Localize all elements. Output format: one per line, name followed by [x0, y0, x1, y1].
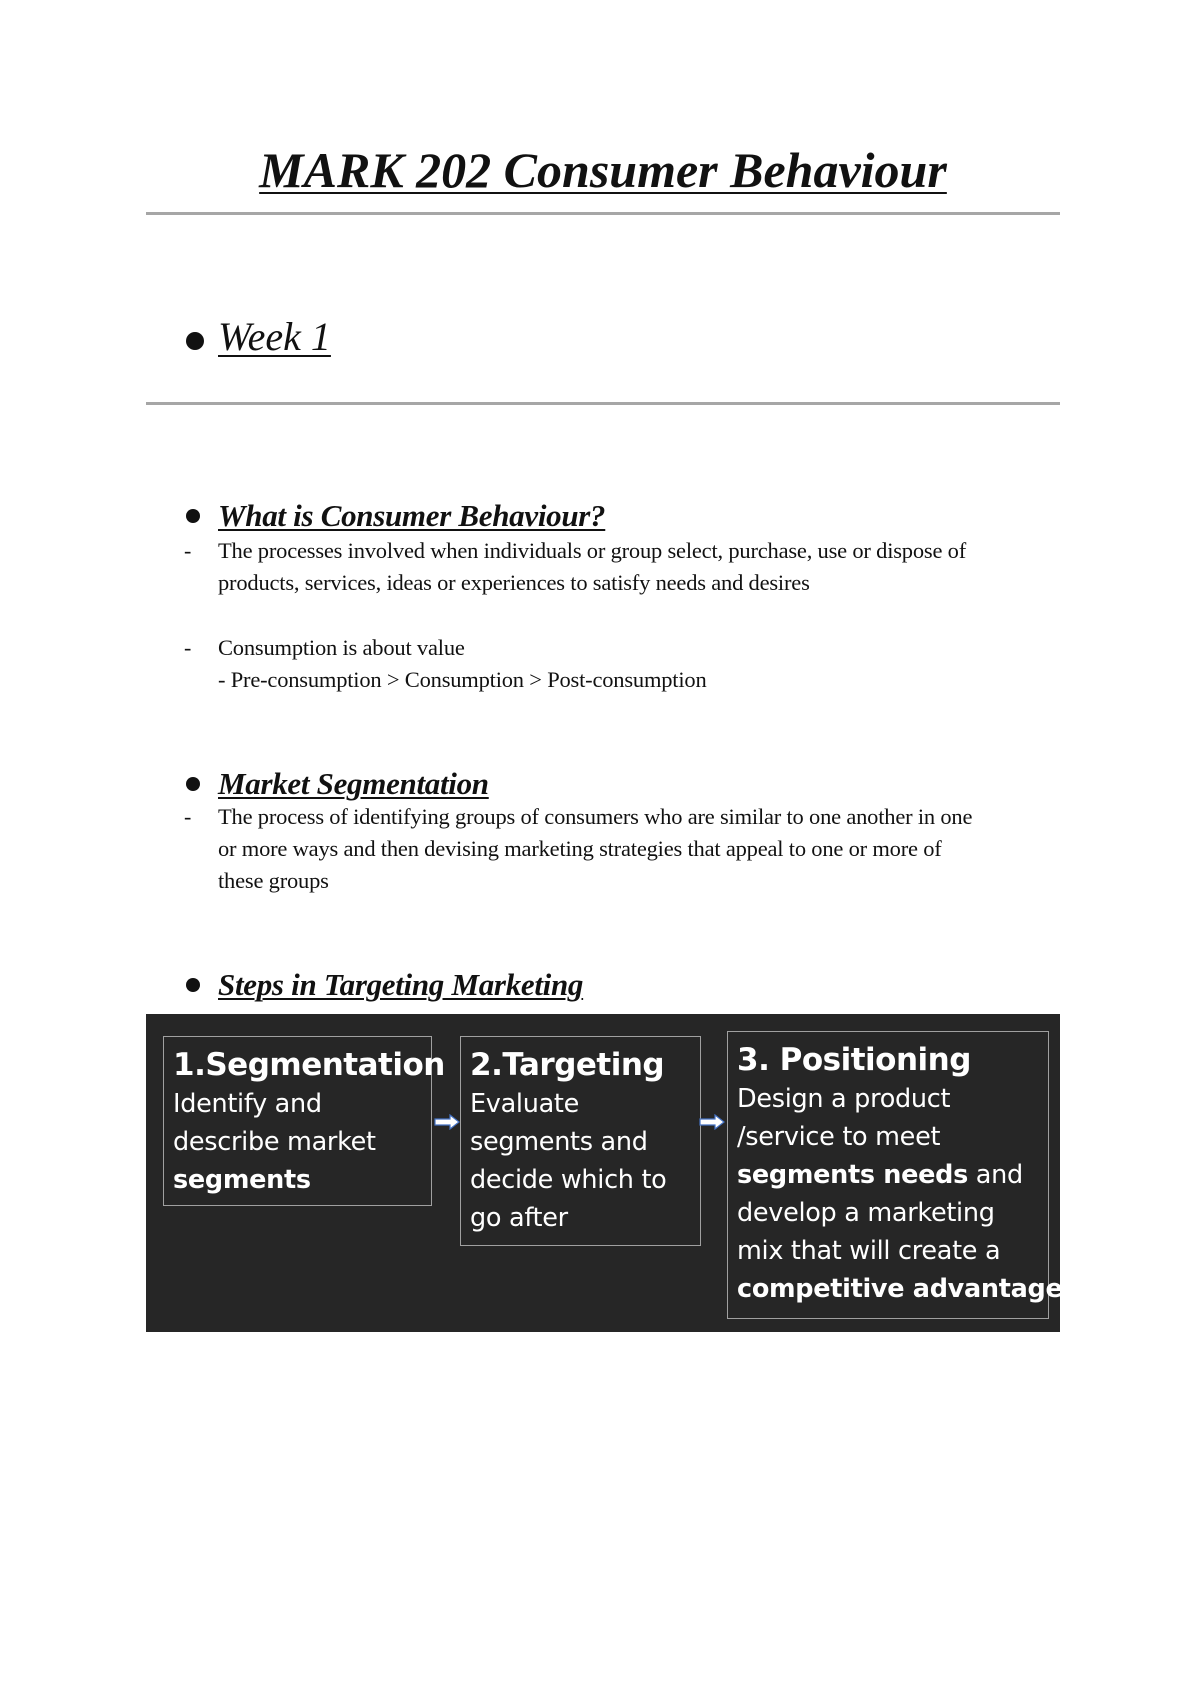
- segmentation-paragraph: The process of identifying groups of consumers who are similar to one another in one or more ways and then devising marketing strategies that appeal to one or more of these groups: [218, 804, 973, 893]
- step-description: Design a product /service to meet segments needs and develop a marketing mix that will create a competitive advantage: [737, 1084, 1063, 1304]
- arrow-right-icon: [699, 1114, 725, 1130]
- consumption-paragraph: Consumption is about value - Pre-consumption > Consumption > Post-consumption: [218, 635, 707, 692]
- step-description: Evaluate segments and decide which to go after: [470, 1089, 667, 1233]
- week-divider: [146, 402, 1060, 405]
- arrow-right-icon: [434, 1114, 460, 1130]
- bullet-icon: [186, 332, 204, 350]
- dash-marker: -: [184, 804, 192, 829]
- step-segmentation: [163, 1036, 445, 1206]
- targeting-steps-diagram: [146, 1014, 1063, 1332]
- step-title: 3. Positioning: [737, 1042, 971, 1078]
- step-title: 1.Segmentation: [173, 1047, 445, 1083]
- step-description: Identify and describe market segments: [173, 1089, 376, 1195]
- bullet-icon: [186, 509, 200, 523]
- bullet-icon: [186, 777, 200, 791]
- step-title: 2.Targeting: [470, 1047, 665, 1083]
- title-divider: [146, 212, 1060, 215]
- section-heading-targeting-steps: Steps in Targeting Marketing: [218, 967, 584, 1002]
- week-heading: Week 1: [218, 314, 331, 359]
- dash-marker: -: [184, 538, 192, 563]
- step-positioning: [727, 1031, 1063, 1319]
- document-title: MARK 202 Consumer Behaviour: [259, 142, 947, 198]
- step-targeting: [460, 1036, 701, 1246]
- bullet-icon: [186, 978, 200, 992]
- section-heading-market-segmentation: Market Segmentation: [218, 766, 489, 801]
- section-heading-consumer-behaviour: What is Consumer Behaviour?: [218, 498, 606, 533]
- definition-paragraph: The processes involved when individuals or group select, purchase, use or dispose of products, services, ideas or experiences to satisfy needs and desires: [218, 538, 967, 595]
- dash-marker: -: [184, 635, 192, 660]
